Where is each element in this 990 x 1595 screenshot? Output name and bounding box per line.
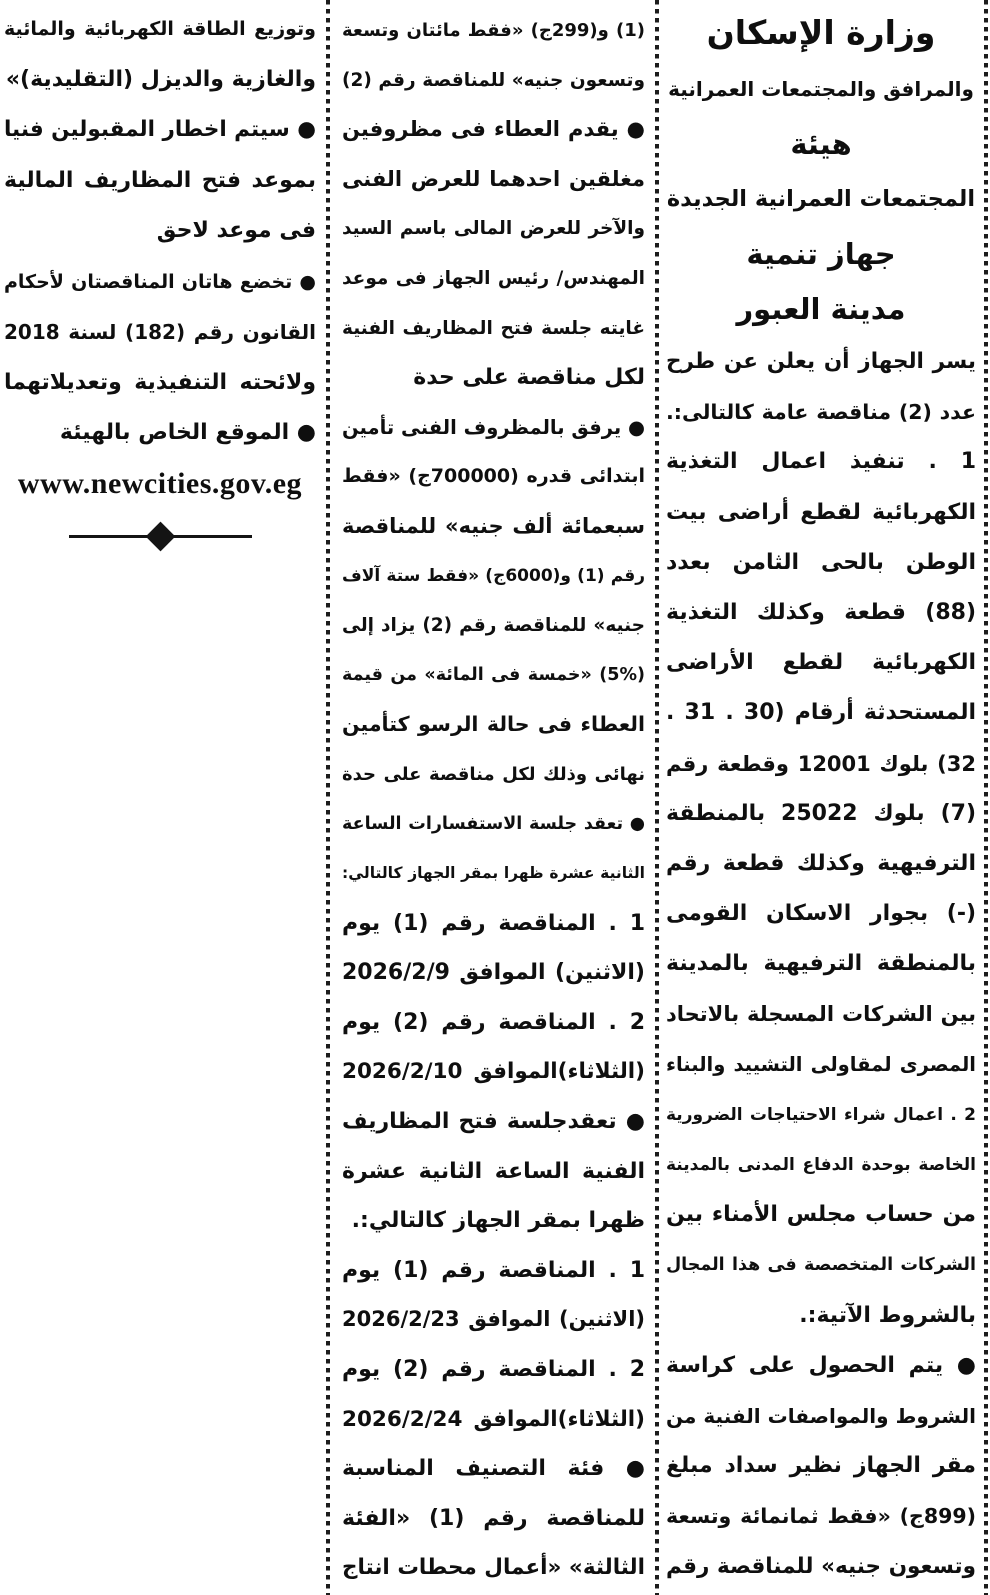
text-line: ● يقدم العطاء فى مظروفين: [342, 117, 645, 142]
text-line: بالمنطقة الترفيهية بالمدينة: [666, 951, 976, 977]
text-line: غايته جلسة فتح المظاريف الفنية: [342, 317, 645, 339]
text-line: (5%) «خمسة فى المائة» من قيمة: [342, 664, 645, 685]
text-line: مقر الجهاز نظير سداد مبلغ: [666, 1453, 976, 1479]
text-line: عدد (2) مناقصة عامة كالتالى:.: [666, 400, 976, 425]
text-line: 1 . تنفيذ اعمال التغذية: [666, 449, 976, 475]
text-line: المستحدثة أرقام (30 . 31 .: [666, 700, 976, 726]
text-line: المصرى لمقاولى التشييد والبناء: [666, 1052, 976, 1076]
divider-line: [170, 535, 252, 538]
text-line: الشروط والمواصفات الفنية من: [666, 1403, 976, 1428]
text-line: بين الشركات المسجلة بالاتحاد: [666, 1002, 976, 1027]
text-line: للمناقصة رقم (1) «الفئة: [342, 1505, 645, 1531]
text-line: مغلقين احدهما للعرض الفنى: [342, 166, 645, 191]
text-line: الترفيهية وكذلك قطعة رقم: [666, 850, 976, 876]
section-divider: [4, 519, 316, 553]
text-line: ● يتم الحصول على كراسة: [666, 1352, 976, 1378]
text-line: جهاز تنمية: [746, 237, 896, 271]
text-line: الكهربائية لقطع الأراضى: [666, 650, 976, 676]
website-url: www.newcities.gov.eg: [17, 466, 303, 500]
text-line: الفنية الساعة الثانية عشرة: [342, 1158, 645, 1184]
text-line: ● فئة التصنيف المناسبة: [342, 1456, 645, 1482]
divider-line: [69, 535, 151, 538]
text-line: (الاثنين) الموافق 2026/2/23: [342, 1307, 645, 1332]
text-line: ● تعقد جلسة الاستفسارات الساعة: [342, 813, 645, 834]
text-line: (الثلاثاء)الموافق 2026/2/24: [342, 1406, 645, 1432]
text-line: يسر الجهاز أن يعلن عن طرح: [666, 349, 976, 374]
text-line: المجتمعات العمرانية الجديدة: [666, 186, 976, 212]
text-line: ظهرا بمقر الجهاز كالتالي:.: [351, 1208, 645, 1234]
text-line: ولائحته التنفيذية وتعديلاتهما: [4, 369, 316, 395]
text-line: لكل مناقصة على حدة: [413, 365, 645, 391]
column-ministry-header-and-tender-details: [660, 0, 982, 1592]
column-tender-conditions: [334, 0, 653, 1593]
text-line: (الثلاثاء)الموافق 2026/2/10: [342, 1059, 645, 1085]
text-line: من حساب مجلس الأمناء بين: [666, 1202, 976, 1228]
text-line: ابتدائى قدره (700000ج) «فقط: [342, 465, 645, 488]
text-line: بالشروط الآتية:.: [799, 1302, 976, 1328]
column-divider: [984, 0, 988, 1595]
text-line: المهندس/ رئيس الجهاز فى موعد: [342, 267, 645, 289]
text-line: الكهربائية لقطع أراضى بيت: [666, 499, 976, 525]
text-line: ● يرفق بالمظروف الفنى تأمين: [342, 415, 645, 439]
text-line: نهائى وذلك لكل مناقصة على حدة: [342, 763, 645, 785]
text-line: القانون رقم (182) لسنة 2018: [4, 320, 316, 344]
text-line: وزارة الإسكان: [706, 13, 936, 52]
text-line: (7) بلوك 25022 بالمنطقة: [666, 800, 976, 826]
text-line: والآخر للعرض المالى باسم السيد: [342, 218, 645, 240]
text-line: هيئة: [790, 127, 852, 161]
text-line: العطاء فى حالة الرسو كتأمين: [342, 712, 645, 737]
text-line: الثالثة» «أعمال محطات انتاج: [342, 1555, 645, 1581]
text-line: الخاصة بوحدة الدفاع المدنى بالمدينة: [666, 1155, 976, 1175]
text-line: الثانية عشرة ظهرا بمقر الجهاز كالتالي:: [342, 864, 645, 883]
text-line: مدينة العبور: [736, 292, 906, 326]
text-line: رقم (1) و(6000ج) «فقط ستة آلاف: [342, 565, 645, 586]
text-line: 1 . المناقصة رقم (1) يوم: [342, 1257, 645, 1283]
column-divider: [326, 0, 330, 1595]
text-line: 1 . المناقصة رقم (1) يوم: [342, 910, 645, 936]
text-line: ● تعقدجلسة فتح المظاريف: [342, 1109, 645, 1135]
text-line: والغازية والديزل (التقليدية)»: [5, 66, 316, 92]
text-line: وتوزيع الطاقة الكهربائية والمائية: [4, 18, 316, 40]
text-line: وتسعون جنيه» للمناقصة رقم (2): [342, 69, 645, 91]
text-line: 32) بلوك 12001 وقطعة رقم: [666, 751, 976, 776]
text-line: والمرافق والمجتمعات العمرانية: [668, 77, 974, 101]
text-line: ● سيتم اخطار المقبولين فنيا: [4, 117, 316, 142]
text-line: جنيه» للمناقصة رقم (2) يزاد إلى: [342, 615, 645, 637]
text-line: بموعد فتح المظاريف المالية: [4, 167, 316, 193]
text-line: (899ج) «فقط ثمانمائة وتسعة: [666, 1504, 976, 1529]
text-line: 2 . المناقصة رقم (2) يوم: [342, 1357, 645, 1383]
text-line: (-) بجوار الاسكان القومى: [666, 901, 976, 927]
column-tender-closing-notes: [0, 0, 324, 553]
text-line: ● تخضع هاتان المناقصتان لأحكام: [4, 270, 316, 293]
column-divider: [655, 0, 659, 1595]
text-line: (الاثنين) الموافق 2026/2/9: [342, 960, 645, 986]
text-line: فى موعد لاحق: [156, 218, 316, 243]
text-line: ● الموقع الخاص بالهيئة: [59, 420, 316, 445]
divider-diamond-icon: [145, 521, 175, 551]
text-line: الوطن بالحى الثامن بعدد: [666, 549, 976, 575]
text-line: 2 . اعمال شراء الاحتياجات الضرورية: [666, 1104, 976, 1125]
text-line: 2 . المناقصة رقم (2) يوم: [342, 1009, 645, 1035]
text-line: (88) قطعة وكذلك التغذية: [666, 599, 976, 625]
text-line: سبعمائة ألف جنيه» للمناقصة: [342, 513, 645, 538]
text-line: الشركات المتخصصة فى هذا المجال: [666, 1255, 976, 1276]
text-line: (1) و(299ج) «فقط مائتان وتسعة: [342, 20, 645, 41]
text-line: وتسعون جنيه» للمناقصة رقم: [666, 1553, 976, 1579]
